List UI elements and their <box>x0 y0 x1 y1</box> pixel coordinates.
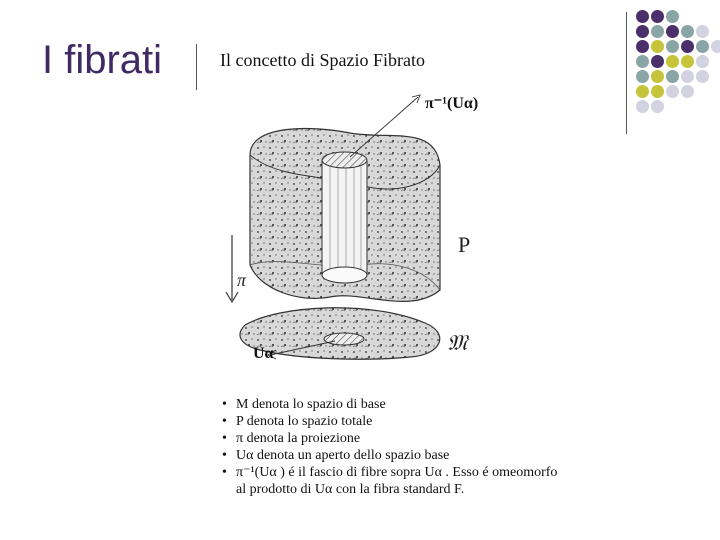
decor-dot <box>681 70 694 83</box>
decor-dot <box>636 25 649 38</box>
open-set-u-alpha <box>324 333 364 345</box>
decor-dot <box>681 25 694 38</box>
decor-dot <box>651 100 664 113</box>
decor-dot <box>666 40 679 53</box>
list-item: • π⁻¹(Uα ) é il fascio di fibre sopra Uα . Esso é omeomorfo <box>222 464 652 481</box>
decor-dot <box>681 85 694 98</box>
decor-dot <box>696 70 709 83</box>
list-item-continuation: al prodotto di Uα con la fibra standard F. <box>236 482 465 497</box>
decor-dot <box>666 85 679 98</box>
decor-dot <box>636 85 649 98</box>
decor-dot <box>681 40 694 53</box>
list-item: • Uα denota un aperto dello spazio base <box>222 447 652 464</box>
pi-inverse-label: π⁻¹(Uα) <box>425 95 479 112</box>
fibre-cylinder <box>322 160 367 275</box>
decor-dot <box>666 55 679 68</box>
projection-label: π <box>237 270 247 290</box>
total-space-label: P <box>458 232 471 257</box>
list-item: • π denota la proiezione <box>222 430 652 447</box>
fibre-top-ellipse <box>322 152 367 168</box>
decor-dot <box>636 55 649 68</box>
base-space-label: 𝔐 <box>447 330 468 355</box>
slide-title: I fibrati <box>42 38 163 82</box>
decor-dot <box>666 25 679 38</box>
decor-dot <box>651 25 664 38</box>
list-item: • M denota lo spazio di base <box>222 396 652 413</box>
decor-dot <box>636 10 649 23</box>
decor-dot <box>651 40 664 53</box>
decor-dot <box>636 40 649 53</box>
decor-dot <box>696 40 709 53</box>
decor-dot <box>651 85 664 98</box>
decor-divider <box>626 12 627 134</box>
decor-dot <box>651 70 664 83</box>
definitions-list <box>222 396 652 498</box>
list-item: • P denota lo spazio totale <box>222 413 652 430</box>
figure-title: Il concetto di Spazio Fibrato <box>220 50 425 70</box>
decor-dot <box>666 70 679 83</box>
decor-dot <box>651 10 664 23</box>
decor-dot <box>711 40 720 53</box>
decor-dot <box>651 55 664 68</box>
decor-dot <box>636 70 649 83</box>
decor-dot <box>666 10 679 23</box>
decor-dot <box>696 25 709 38</box>
open-set-label: Uα <box>253 345 274 362</box>
fiber-bundle-diagram <box>220 85 480 375</box>
title-divider <box>196 44 197 90</box>
decor-dot <box>696 55 709 68</box>
fibre-bottom-ellipse <box>322 267 367 283</box>
decor-dot <box>636 100 649 113</box>
decor-dot <box>681 55 694 68</box>
